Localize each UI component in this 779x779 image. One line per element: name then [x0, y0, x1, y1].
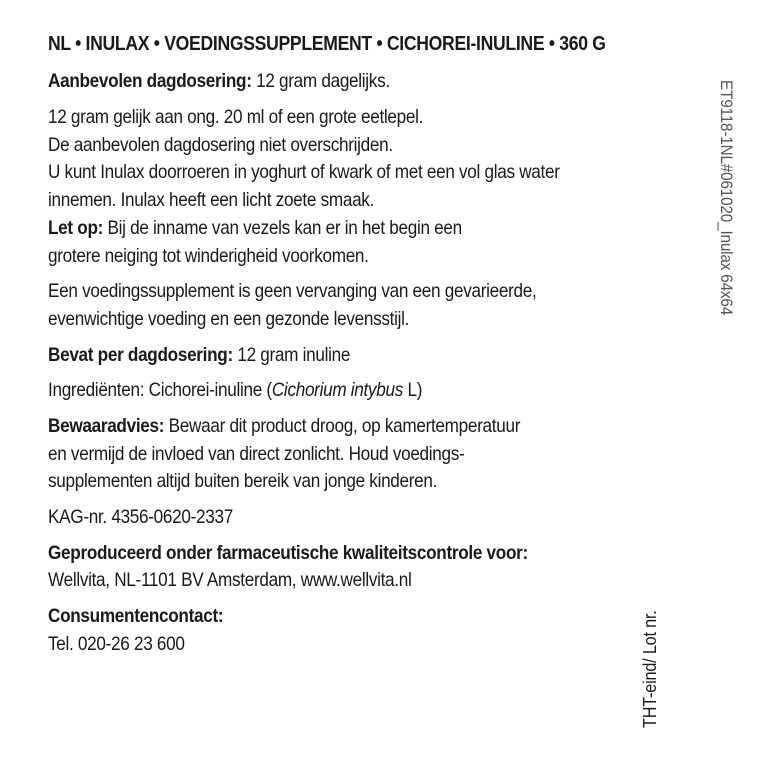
- dosage-section: [48, 68, 629, 96]
- contains-label: Bevat per dagdosering:: [48, 343, 233, 366]
- instructions-line-3: U kunt Inulax doorroeren in yoghurt of kwark of met een vol glas water: [48, 161, 560, 184]
- producer-section: [48, 540, 629, 595]
- ingredients-line: [48, 377, 629, 405]
- instructions-line-4: innemen. Inulax heeft een licht zoete smaak.: [48, 189, 375, 212]
- warning-line-1: [48, 215, 629, 243]
- dosage-label: Aanbevolen dagdosering:: [48, 70, 252, 93]
- instructions-line-1: 12 gram gelijk aan ong. 20 ml of een grote eetlepel.: [48, 106, 424, 129]
- ingredients-prefix: Ingrediënten: Cichorei-inuline (: [48, 379, 272, 402]
- instructions-section: [48, 104, 629, 270]
- contains-value: 12 gram inuline: [232, 343, 351, 366]
- contact-phone: Tel. 020-26 23 600: [48, 632, 185, 655]
- contains-section: [48, 342, 629, 370]
- disclaimer-line-1: Een voedingssupplement is geen vervanging van een gevarieerde,: [48, 280, 537, 303]
- storage-line-3: supplementen altijd buiten bereik van jonge kinderen.: [48, 470, 438, 493]
- dosage-line: [48, 68, 629, 96]
- producer-address: Wellvita, NL-1101 BV Amsterdam, www.wellvita.nl: [48, 569, 412, 592]
- ingredients-suffix: L): [402, 379, 423, 402]
- product-header: NL • INULAX • VOEDINGSSUPPLEMENT • CICHOREI-INULINE • 360 G: [48, 33, 606, 55]
- storage-line-1: [48, 413, 629, 441]
- kag-number: KAG-nr. 4356-0620-2337: [48, 506, 233, 529]
- ingredients-latin-name: Cichorium intybus: [271, 379, 403, 402]
- ingredients-section: [48, 377, 629, 405]
- storage-section: [48, 413, 629, 496]
- product-label: [48, 30, 629, 658]
- storage-line-2: en vermijd de invloed van direct zonlicht. Houd voedings-: [48, 442, 465, 465]
- dosage-value: 12 gram dagelijks.: [251, 70, 390, 93]
- producer-label: Geproduceerd onder farmaceutische kwaliteitscontrole voor:: [48, 541, 528, 564]
- warning-text-1: Bij de inname van vezels kan er in het begin een: [103, 216, 462, 239]
- contains-line: [48, 342, 629, 370]
- side-print-code: ET9118-1NL#061020_Inulax 64x64: [717, 80, 736, 316]
- contact-label: Consumentencontact:: [48, 605, 224, 628]
- storage-label: Bewaaradvies:: [48, 414, 165, 437]
- contact-section: [48, 603, 629, 658]
- storage-text-1: Bewaar dit product droog, op kamertemperatuur: [164, 414, 521, 437]
- disclaimer-section: [48, 278, 629, 333]
- lot-number-field: THT-eind/ Lot nr.: [640, 610, 660, 728]
- disclaimer-line-2: evenwichtige voeding en een gezonde levensstijl.: [48, 307, 410, 330]
- warning-label: Let op:: [48, 216, 104, 239]
- instructions-line-2: De aanbevolen dagdosering niet overschrijden.: [48, 133, 393, 156]
- warning-line-2: grotere neiging tot winderigheid voorkomen.: [48, 244, 369, 267]
- kag-section: [48, 504, 629, 532]
